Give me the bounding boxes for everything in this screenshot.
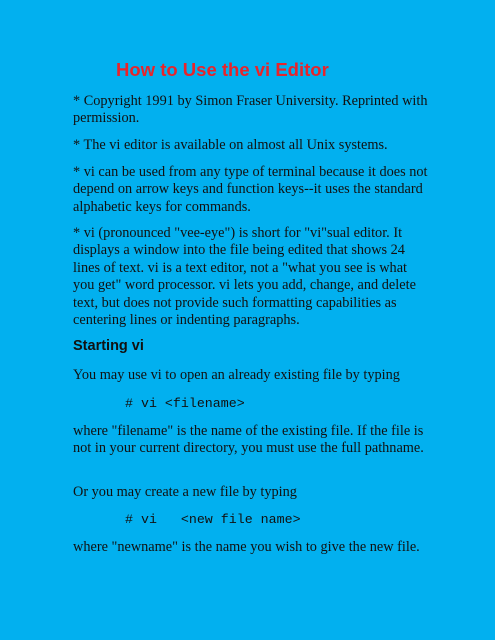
document-title: How to Use the vi Editor bbox=[116, 59, 329, 80]
section-heading: Starting vi bbox=[73, 338, 144, 354]
copyright-paragraph: * Copyright 1991 by Simon Fraser University. Reprinted with permission. bbox=[73, 93, 428, 127]
availability-paragraph: * The vi editor is available on almost all Unix systems. bbox=[73, 137, 388, 153]
newname-explanation-paragraph: where "newname" is the name you wish to give the new file. bbox=[73, 539, 420, 555]
description-paragraph: * vi (pronounced "vee-eye") is short for "vi"sual editor. It displays a window into the file being edited that shows 24 lines of text. vi is a text editor, not a "what you see is what you get" word processor. vi lets you add, change, and delete text, but does not provide such formatting capabilities as centering lines or indenting paragraphs. bbox=[73, 225, 416, 329]
terminal-paragraph: * vi can be used from any type of terminal because it does not depend on arrow keys and function keys--it uses the standard alphabetic keys for commands. bbox=[73, 164, 428, 215]
filename-explanation-paragraph: where "filename" is the name of the existing file. If the file is not in your current directory, you must use the full pathname. bbox=[73, 423, 424, 457]
open-file-command: # vi <filename> bbox=[125, 396, 245, 411]
new-file-command: # vi <new file name> bbox=[125, 512, 301, 527]
open-file-paragraph: You may use vi to open an already existing file by typing bbox=[73, 367, 400, 383]
new-file-paragraph: Or you may create a new file by typing bbox=[73, 484, 297, 500]
